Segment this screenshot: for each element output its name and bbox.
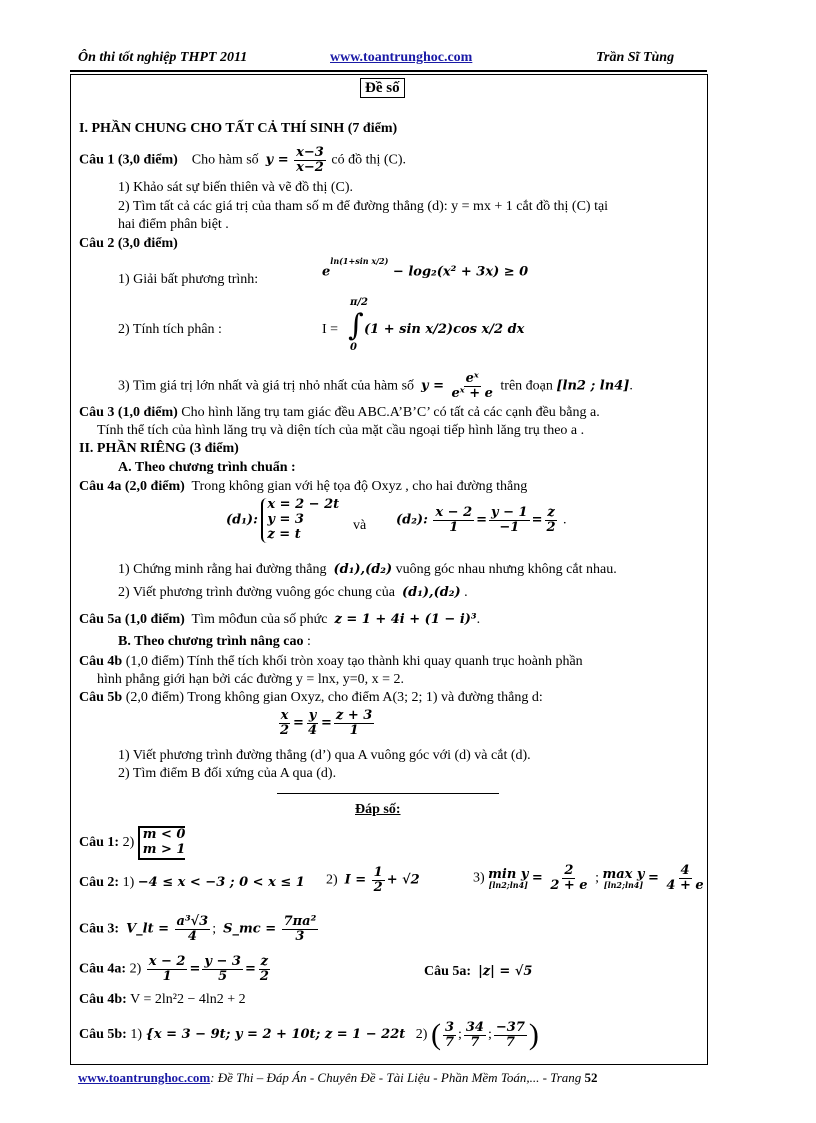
q2-item1-math: $e^{ln(1+sin x/2)} - \log_2(x^2 + 3x) \ge 0$	[322, 256, 529, 280]
answer-5b: Câu 5b: 1) {x = 3 − 9t; y = 2 + 10t; z = 1 − 22t 2) ( $\frac{3}{7}$ ; $\frac{34}{7}$ ; $\frac{-37}{7}$ )	[79, 1018, 539, 1051]
answer-2-p1: Câu 2: 1) −4 ≤ x < −3 ; 0 < x ≤ 1	[79, 875, 305, 890]
a1-bracket: m < 0 m > 1	[138, 826, 186, 860]
part2-a-heading: A. Theo chương trình chuẩn :	[118, 460, 296, 475]
q4b-line1: Câu 4b (1,0 điểm) Tính thể tích khối tròn xoay tạo thành khi quay quanh trục hoành phần	[79, 654, 583, 669]
q4a-and: và	[353, 518, 367, 533]
exam-title: Đề số	[360, 80, 405, 97]
q5b-line-eq: $\frac{x}{2}$ = $\frac{y}{4}$ = $\frac{z + 3}{1}$	[280, 708, 373, 738]
q5b-item1: 1) Viết phương trình đường thẳng (d’) qua A vuông góc với (d) và cắt (d).	[118, 748, 531, 763]
answer-3: Câu 3: V_lt = $\frac{\text{a³√3}}{4}$ ; S_mc = $\frac{\text{7πa²}}{3}$	[79, 914, 317, 944]
q1-fraction: $\frac{x-3}{x-2}$	[296, 145, 324, 175]
q2-item3: 3) Tìm giá trị lớn nhất và giá trị nhỏ nhất của hàm số y = $\frac{\text{eˣ}}{\text{eˣ + e}}$ trên đoạn [ln2 ; ln4].	[118, 371, 633, 401]
footer: www.toantrunghoc.com: Đề Thi – Đáp Án - Chuyên Đề - Tài Liệu - Phần Mềm Toán,... - Trang 52	[78, 1070, 598, 1085]
header-link[interactable]: www.toantrunghoc.com	[330, 50, 473, 65]
d1-system: x = 2 − 2t y = 3 z = t	[261, 498, 339, 543]
q5b-item2: 2) Tìm điểm B đối xứng của A qua (d).	[118, 766, 337, 781]
answers-heading: Đáp số:	[355, 802, 401, 817]
q1-item2-cont: hai điểm phân biệt .	[118, 217, 229, 232]
header-left: Ôn thi tốt nghiệp THPT 2011	[78, 50, 248, 65]
q5b-line1: Câu 5b (2,0 điểm) Trong không gian Oxyz, cho điểm A(3; 2; 1) và đường thẳng d:	[79, 690, 543, 705]
answer-2-p2: 2) I = $\frac{1}{2}$ + √2	[326, 865, 420, 895]
header-right: Trần Sĩ Tùng	[596, 50, 675, 65]
q2-item3-fraction: $\frac{\text{eˣ}}{\text{eˣ + e}}$	[451, 371, 493, 401]
part2-heading: II. PHẦN RIÊNG (3 điểm)	[79, 441, 239, 456]
integral-sign: ∫	[348, 308, 364, 343]
footer-rule	[70, 1064, 707, 1065]
q4a-item1: 1) Chứng minh rằng hai đường thẳng (d₁),(d₂) vuông góc nhau nhưng không cắt nhau.	[118, 562, 617, 577]
answer-4a: Câu 4a: 2) $\frac{x - 2}{1}$ = $\frac{y - 3}{5}$ = $\frac{z}{2}$	[79, 954, 269, 984]
q4a-d2: (d₂): $\frac{x - 2}{1}$ = $\frac{y - 1}{-1}$ = $\frac{z}{2}$ .	[396, 505, 567, 535]
header-rule	[70, 70, 707, 72]
q2-integral: I = π/2 ∫ 0 (1 + sin x/2)cos x/2 dx	[322, 297, 525, 353]
q4a-line: Câu 4a (2,0 điểm) Trong không gian với hệ tọa độ Oxyz , cho hai đường thẳng	[79, 479, 528, 494]
part1-heading: I. PHẦN CHUNG CHO TẤT CẢ THÍ SINH (7 điểm)	[79, 121, 398, 136]
q2-item2: 2) Tính tích phân :	[118, 322, 222, 337]
part2-b-heading: B. Theo chương trình nâng cao :	[118, 634, 311, 649]
answer-1: Câu 1: 2) m < 0 m > 1	[79, 826, 185, 860]
answer-5a: Câu 5a: |z| = √5	[424, 964, 533, 979]
q2-item1: 1) Giải bất phương trình:	[118, 272, 259, 287]
q3-line1: Câu 3 (1,0 điểm) Cho hình lăng trụ tam giác đều ABC.A’B’C’ có tất cả các cạnh đều bằng a.	[79, 405, 600, 420]
q3-line2: Tính thể tích của hình lăng trụ và diện tích của mặt cầu ngoại tiếp hình lăng trụ theo a .	[97, 423, 585, 438]
q4a-item2: 2) Viết phương trình đường vuông góc chung của (d₁),(d₂) .	[118, 585, 468, 600]
answer-2-p3: 3) min y [ln2;ln4] = $\frac{2}{2 + e}$ ; max y [ln2;ln4] = $\frac{4}{4 + e}$	[473, 863, 704, 893]
q1-item1: 1) Khảo sát sự biến thiên và vẽ đồ thị (C).	[118, 180, 354, 195]
q1-item2: 2) Tìm tất cả các giá trị của tham số m để đường thẳng (d): y = mx + 1 cắt đồ thị (C) tại	[118, 199, 609, 214]
q1-line: Câu 1 (3,0 điểm) Cho hàm số y = $\frac{x-3}{x-2}$ có đồ thị (C).	[79, 145, 407, 175]
answer-4b: Câu 4b: V = 2ln²2 − 4ln2 + 2	[79, 992, 246, 1007]
q2-label: Câu 2 (3,0 điểm)	[79, 236, 178, 251]
q5a-line: Câu 5a (1,0 điểm) Tìm môđun của số phức z = 1 + 4i + (1 − i)³.	[79, 612, 481, 627]
q4a-lines: (d₁): x = 2 − 2t y = 3 z = t	[226, 497, 340, 542]
footer-link[interactable]: www.toantrunghoc.com	[78, 1070, 211, 1085]
q4b-line2: hình phẳng giới hạn bởi các đường y = lnx, y=0, x = 2.	[97, 672, 405, 687]
answers-divider	[277, 793, 499, 794]
